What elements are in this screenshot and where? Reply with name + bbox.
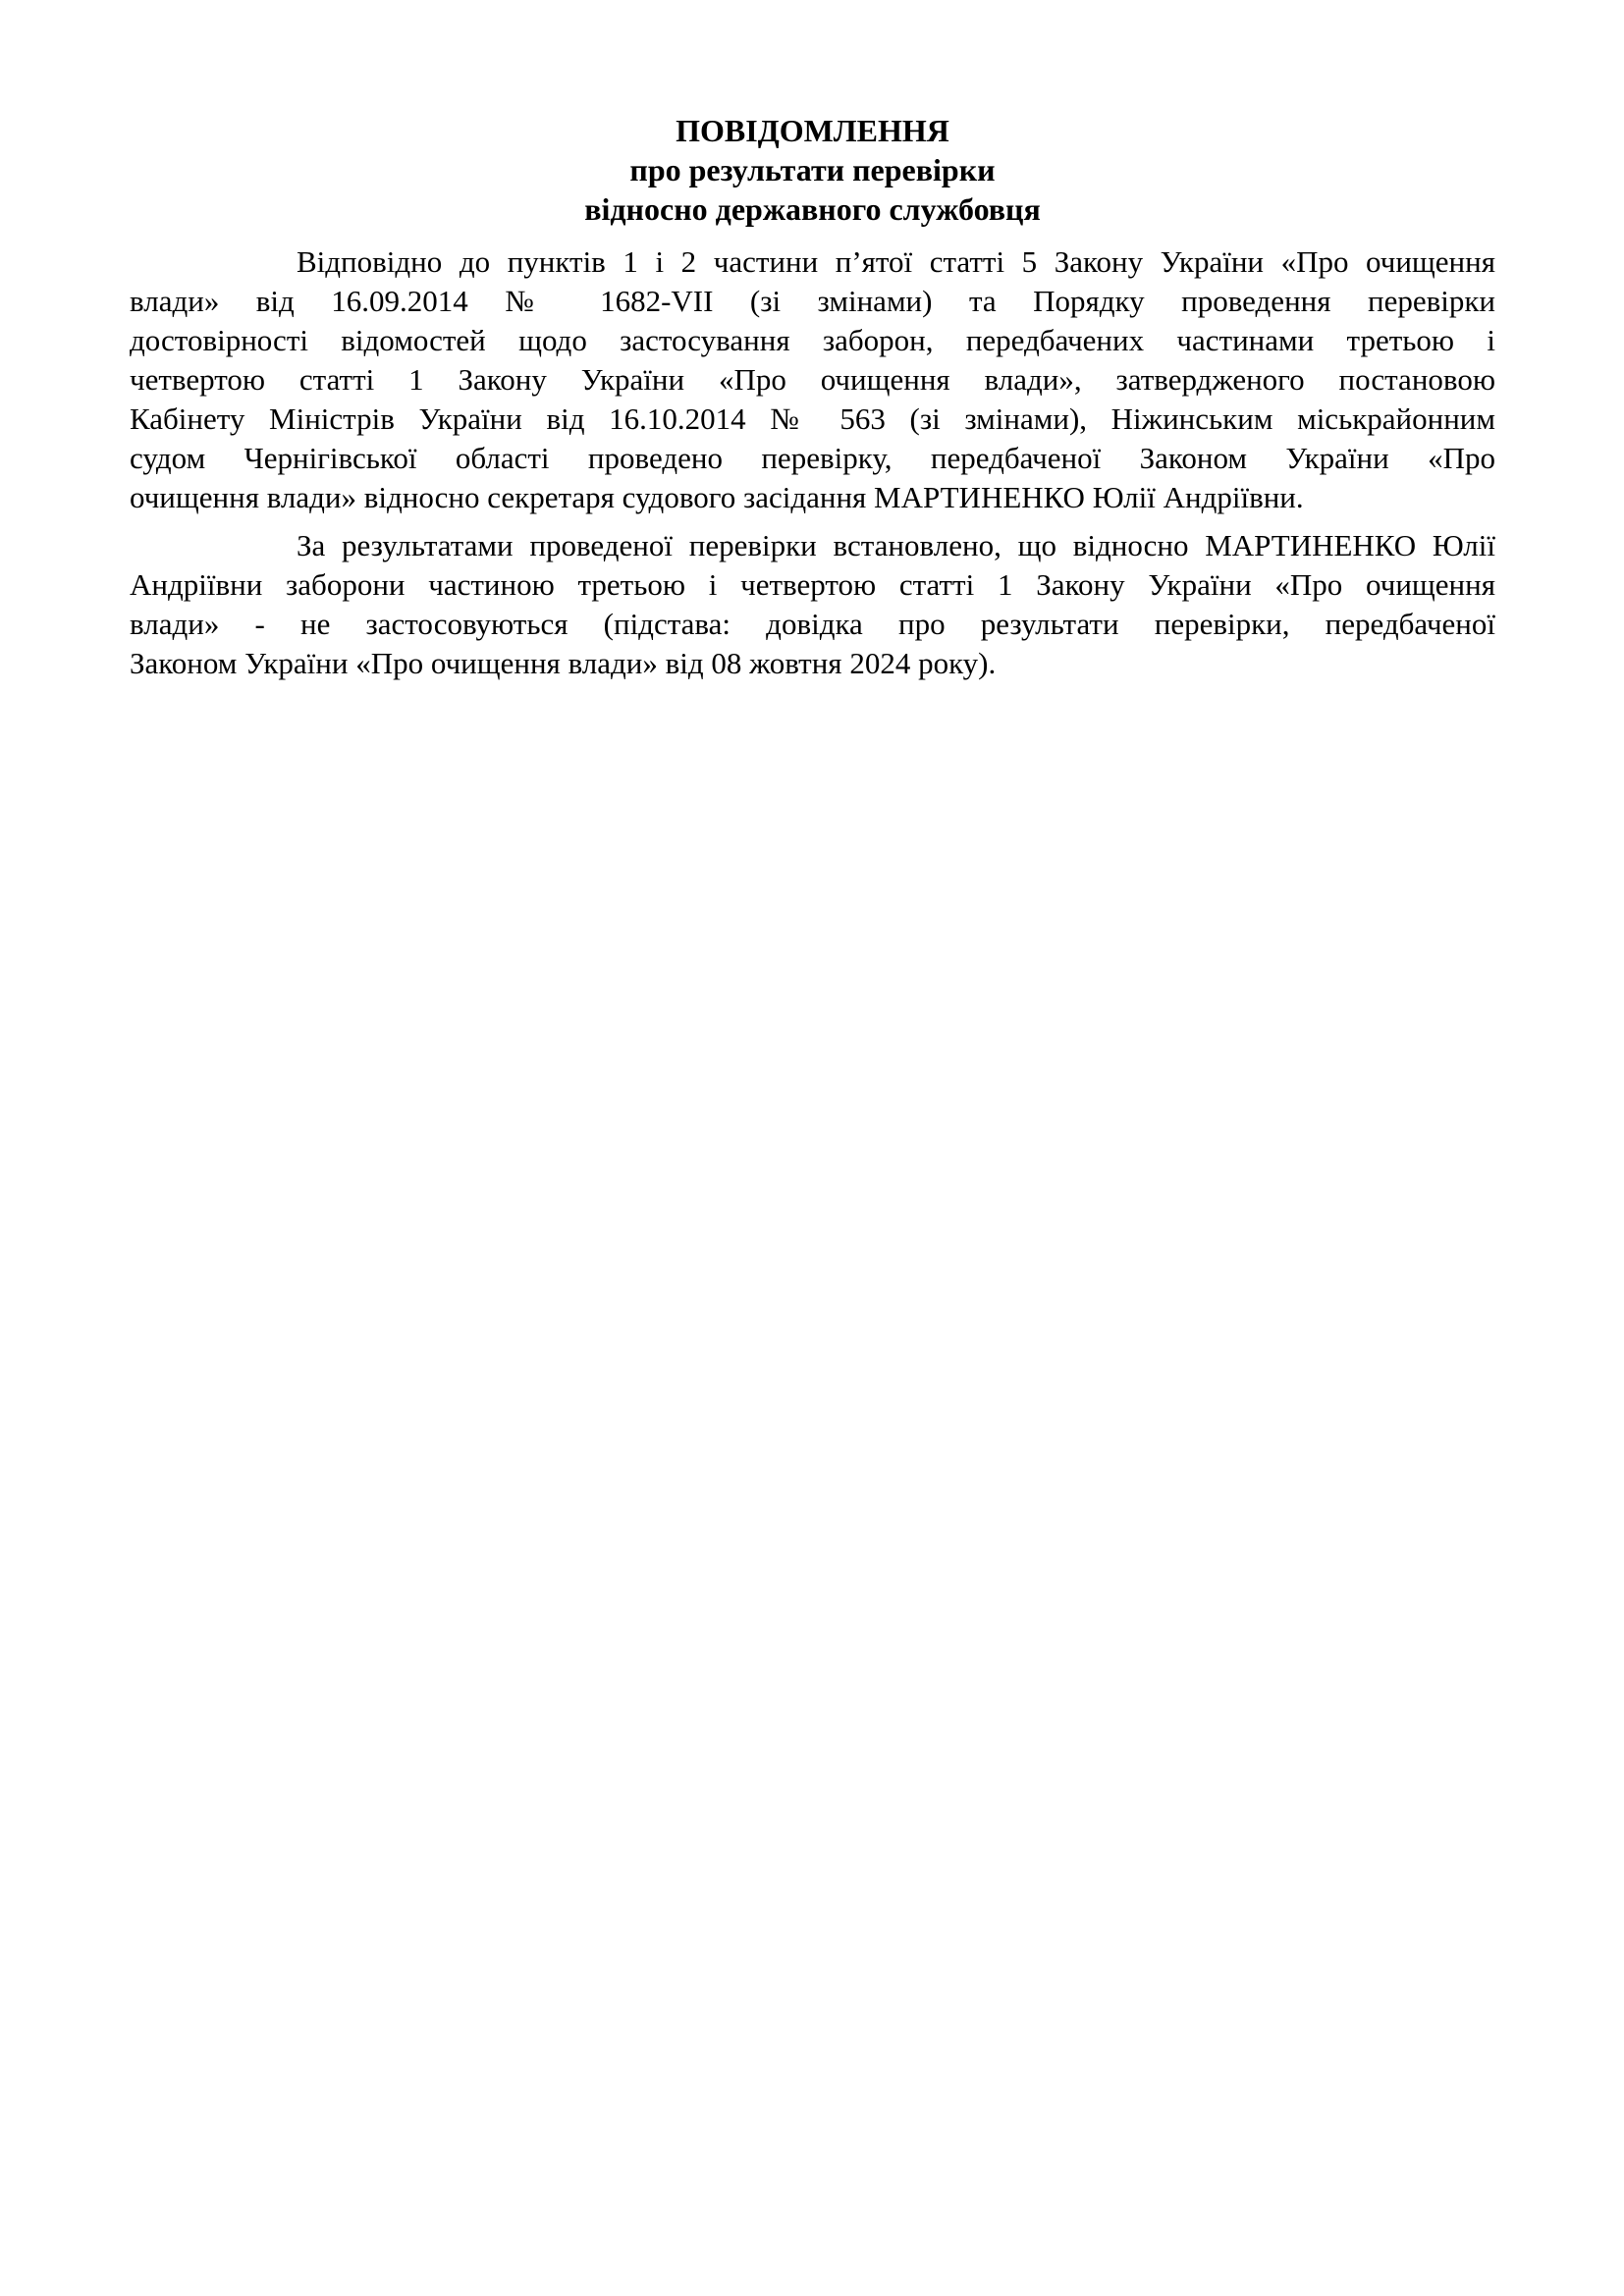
paragraph-line: достовірності відомостей щодо застосування заборон, передбачених частинами третьою і — [130, 323, 1495, 357]
paragraph-line: Відповідно до пунктів 1 і 2 частини п’ятої статті 5 Закону України «Про очищення — [297, 244, 1495, 279]
paragraph-line: четвертою статті 1 Закону України «Про очищення влади», затвердженого постановою — [130, 362, 1495, 397]
document-content — [130, 111, 1495, 683]
paragraph-line: Законом України «Про очищення влади» від 08 жовтня 2024 року). — [130, 646, 997, 680]
title-line-2: про результати перевірки — [629, 152, 996, 187]
paragraph-line: судом Чернігівської області проведено перевірку, передбаченої Законом України «Про — [130, 441, 1495, 475]
paragraph-line: влади» - не застосовуються (підстава: довідка про результати перевірки, передбаченої — [130, 607, 1495, 641]
paragraph-line: очищення влади» відносно секретаря судового засідання МАРТИНЕНКО Юлії Андріївни. — [130, 480, 1304, 514]
title-line-1: ПОВІДОМЛЕННЯ — [676, 113, 949, 148]
paragraph-check-results — [130, 526, 1495, 683]
paragraph-line: влади» від 16.09.2014 № 1682-VII (зі змінами) та Порядку проведення перевірки — [130, 284, 1495, 318]
paragraph-line: Кабінету Міністрів України від 16.10.2014 № 563 (зі змінами), Ніжинським міськрайонним — [130, 401, 1495, 436]
paragraph-line: За результатами проведеної перевірки встановлено, що відносно МАРТИНЕНКО Юлії — [297, 528, 1495, 562]
document-title — [130, 111, 1495, 229]
paragraph-line: Андріївни заборони частиною третьою і четвертою статті 1 Закону України «Про очищення — [130, 567, 1495, 602]
paragraph-legal-basis — [130, 242, 1495, 517]
title-line-3: відносно державного службовця — [584, 191, 1041, 227]
